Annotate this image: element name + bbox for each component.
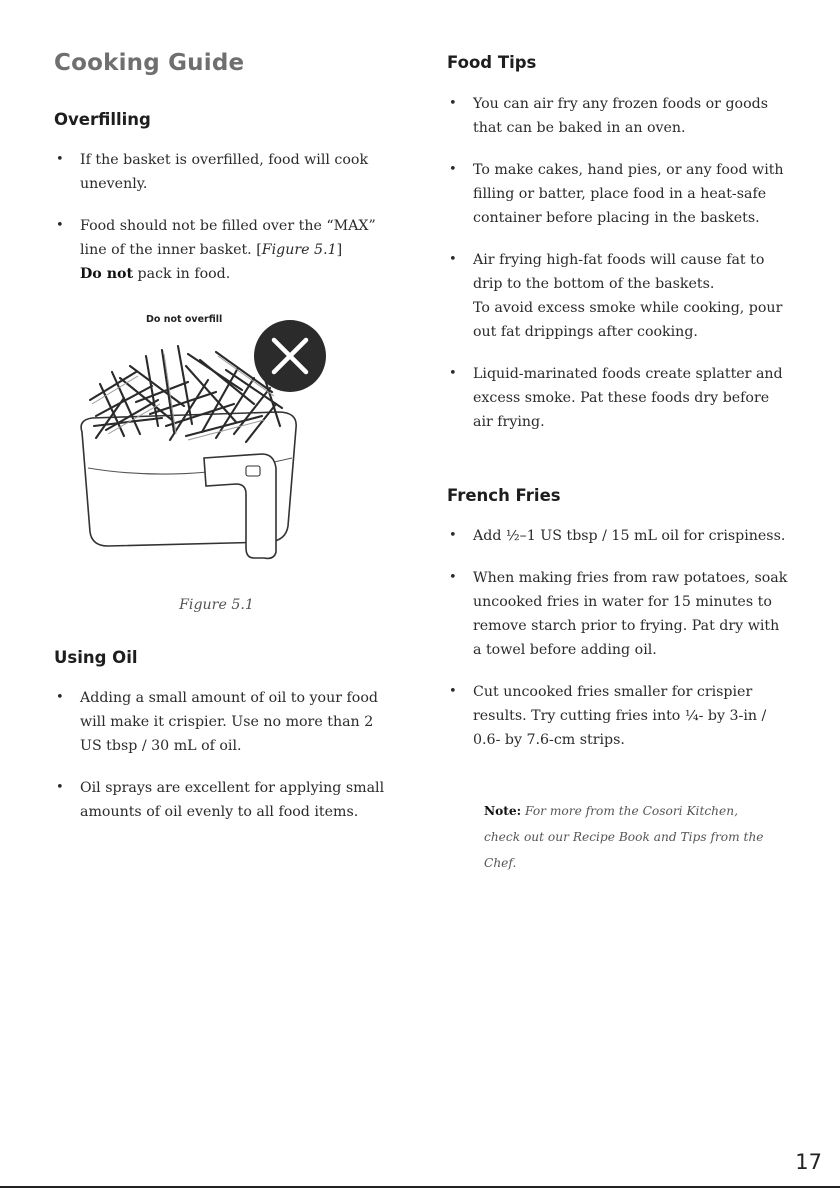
using-oil-list bbox=[54, 686, 399, 842]
bracket-close: ] bbox=[336, 242, 343, 258]
x-circle-icon bbox=[254, 320, 326, 392]
bottom-divider bbox=[0, 1186, 840, 1188]
note-text: For more from the Cosori Kitchen, check out our Recipe Book and Tips from the Chef. bbox=[484, 804, 764, 870]
figure-reference: Figure 5.1 bbox=[261, 242, 337, 258]
list-item-text: You can air fry any frozen foods or goods that can be baked in an oven. bbox=[473, 96, 768, 136]
list-item-text: Adding a small amount of oil to your food will make it crispier. Use no more than 2 US tbsp / 30 mL of oil. bbox=[80, 690, 378, 754]
figure-label: Do not overfill bbox=[146, 314, 223, 325]
page-title: Cooking Guide bbox=[54, 50, 245, 76]
list-item bbox=[447, 524, 792, 548]
list-item bbox=[447, 158, 792, 230]
list-item bbox=[447, 248, 792, 344]
list-item-text: Cut uncooked fries smaller for crispier results. Try cutting fries into ¼- by 3-in / 0.6- by 7.6-cm strips. bbox=[473, 684, 767, 748]
list-item bbox=[54, 148, 399, 196]
list-item-text: Air frying high-fat foods will cause fat to drip to the bottom of the baskets. bbox=[473, 252, 765, 292]
list-item bbox=[54, 776, 399, 824]
french-fries-heading: French Fries bbox=[447, 486, 561, 505]
food-tips-heading: Food Tips bbox=[447, 53, 537, 72]
list-item bbox=[447, 680, 792, 752]
list-item-text: To avoid excess smoke while cooking, pour out fat drippings after cooking. bbox=[473, 300, 783, 340]
list-item-text: If the basket is overfilled, food will cook unevenly. bbox=[80, 152, 369, 192]
do-not-text: pack in food. bbox=[133, 266, 231, 282]
list-item-text: To make cakes, hand pies, or any food with filling or batter, place food in a heat-safe container before placing in the baskets. bbox=[473, 162, 784, 226]
list-item-text: When making fries from raw potatoes, soak uncooked fries in water for 15 minutes to remove starch prior to frying. Pat dry with a towel before adding oil. bbox=[473, 570, 788, 658]
list-item bbox=[54, 214, 399, 286]
list-item-text: Food should not be filled over the “MAX” line of the inner basket. [ bbox=[80, 218, 376, 258]
list-item bbox=[447, 92, 792, 140]
air-fryer-figure bbox=[66, 308, 366, 570]
french-fries-list bbox=[447, 524, 792, 770]
figure-caption: Figure 5.1 bbox=[179, 597, 254, 613]
list-item-text: Add ½–1 US tbsp / 15 mL oil for crispiness. bbox=[473, 528, 786, 544]
list-item bbox=[447, 566, 792, 662]
using-oil-heading: Using Oil bbox=[54, 648, 138, 667]
list-item bbox=[54, 686, 399, 758]
list-item-text: Oil sprays are excellent for applying small amounts of oil evenly to all food items. bbox=[80, 780, 385, 820]
note-label: Note: bbox=[484, 804, 522, 818]
note-box bbox=[484, 798, 774, 876]
overfilling-heading: Overfilling bbox=[54, 110, 151, 129]
page-number: 17 bbox=[795, 1150, 822, 1174]
air-fryer-basket-illustration bbox=[66, 308, 366, 570]
list-item bbox=[447, 362, 792, 434]
list-item-text: Liquid-marinated foods create splatter and excess smoke. Pat these foods dry before air frying. bbox=[473, 366, 783, 430]
overfilling-list bbox=[54, 148, 399, 304]
do-not-emphasis: Do not bbox=[80, 266, 134, 282]
food-tips-list bbox=[447, 92, 792, 452]
